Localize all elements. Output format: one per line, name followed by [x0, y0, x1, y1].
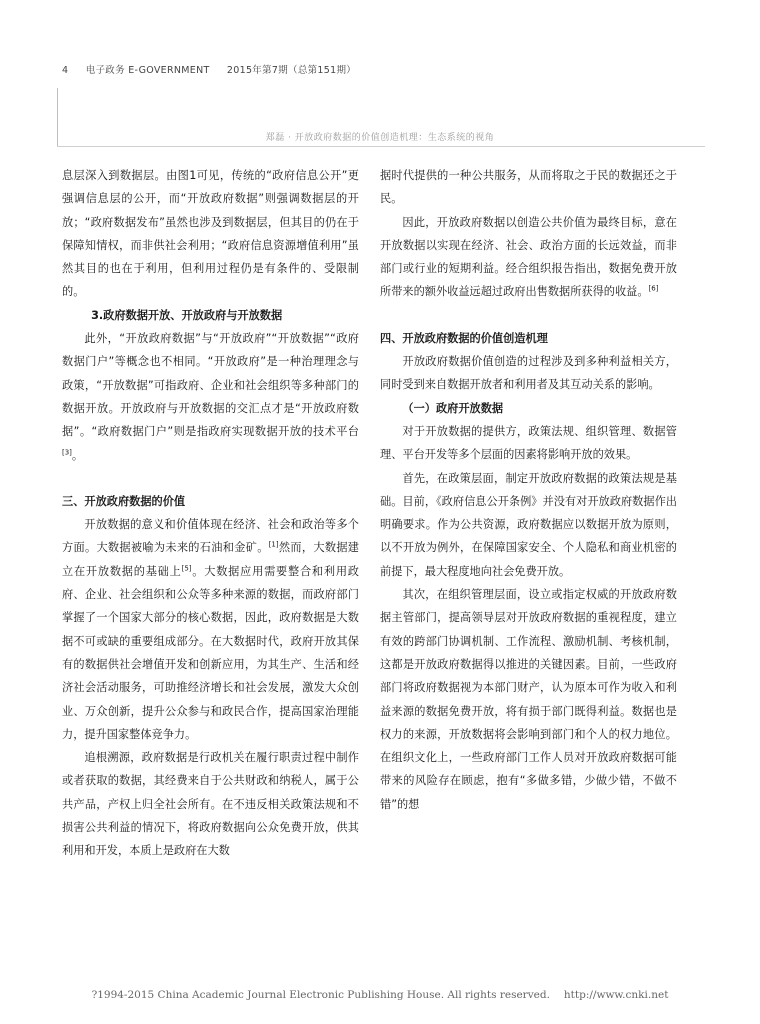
citation-ref: [5]: [181, 564, 192, 573]
section-heading: 三、开放政府数据的价值: [62, 494, 186, 508]
footer-url: http://www.cnki.net: [563, 989, 669, 1001]
issue-info: 2015年第7期（总第151期）: [226, 65, 357, 76]
paragraph: 其次，在组织管理层面，设立或指定权威的开放政府数据主管部门，提高领导层对开放政府数据的重视程度，建立有效的跨部门协调机制、工作流程、激励机制、考核机制，这都是开放政府数据得以推进的关键因素。目前，一些政府部门将政府数据视为本部门财产，认为原本可作为收入和利益来源的数据免费开放，将有损于部门既得利益。数据也是权力的来源，开放数据将会影响到部门和个人的权力地位。在组织文化上，一些政府部门工作人员对开放政府数据可能带来的风险存在顾虑，抱有“多做多错，少做少错，不做不错”的想: [380, 588, 677, 811]
page-number: 4: [62, 65, 69, 76]
paragraph: 此外，“开放政府数据”与“开放政府”“开放数据”“政府数据门户”等概念也不相同。“开放政府”是一种治理理念与政策，“开放数据”可指政府、企业和社会组织等多种部门的数据开放。开放政府与开放数据的交汇点才是“开放政府数据”。“政府数据门户”则是指政府实现数据开放的技术平台[3]。: [62, 332, 359, 462]
left-column: [62, 164, 359, 863]
page-header: [62, 62, 370, 76]
subsection-heading: 3.政府数据开放、开放政府与开放数据: [91, 308, 283, 322]
journal-name: 电子政务 E-GOVERNMENT: [85, 65, 210, 76]
paragraph: 首先，在政策层面，制定开放政府数据的政策法规是基础。目前，《政府信息公开条例》并没有对开放政府数据作出明确要求。作为公共资源，政府数据应以数据开放为原则，以不开放为例外，在保障国家安全、个人隐私和商业机密的前提下，最大程度地向社会免费开放。: [380, 471, 677, 578]
citation-ref: [1]: [268, 540, 279, 549]
citation-ref: [3]: [62, 447, 72, 456]
running-title: 郑磊 · 开放政府数据的价值创造机理：生态系统的视角: [265, 133, 495, 143]
paragraph: 开放政府数据价值创造的过程涉及到多种利益相关方，同时受到来自数据开放者和利用者及其互动关系的影响。: [380, 355, 677, 392]
paragraph: 开放数据的意义和价值体现在经济、社会和政治等多个方面。大数据被喻为未来的石油和金矿。[1]然而，大数据建立在开放数据的基础上[5]。大数据应用需要整合和利用政府、企业、社会组织和公众等多种来源的数据，而政府部门掌握了一个国家大部分的核心数据，因此，政府数据是大数据不可或缺的重要组成部分。在大数据时代，政府开放其保有的数据供社会增值开发和创新应用，为其生产、生活和经济社会活动服务，可助推经济增长和社会发展，激发大众创业、万众创新，提升公众参与和政民合作，提高国家治理能力，提升国家整体竞争力。: [62, 518, 359, 741]
copyright-notice: ?1994-2015 China Academic Journal Electronic Publishing House. All rights reserved.: [91, 989, 550, 1001]
paragraph: 对于开放数据的提供方，政策法规、组织管理、数据管理、平台开发等多个层面的因素将影响开放的效果。: [380, 424, 677, 462]
header-horizontal-rule: [57, 146, 705, 147]
paragraph: 据时代提供的一种公共服务，从而将取之于民的数据还之于民。: [380, 169, 677, 206]
citation-ref: [6]: [648, 284, 659, 293]
subsection-heading: （一）政府开放数据: [402, 401, 504, 415]
page-footer: [0, 989, 760, 1001]
section-heading: 四、开放政府数据的价值创造机理: [380, 331, 548, 345]
paragraph: 追根溯源，政府数据是行政机关在履行职责过程中制作或者获取的数据，其经费来自于公共财政和纳税人，属于公共产品，产权上归全社会所有。在不违反相关政策法规和不损害公共利益的情况下，将政府数据向公众免费开放，供其利用和开发，本质上是政府在大数: [62, 751, 359, 858]
paragraph: 因此，开放政府数据以创造公共价值为最终目标，意在开放数据以实现在经济、社会、政治方面的长远效益，而非部门或行业的短期利益。经合组织报告指出，数据免费开放所带来的额外收益远超过政府出售数据所获得的收益。[6]: [380, 215, 677, 299]
paragraph: 息层深入到数据层。由图1可见，传统的“政府信息公开”更强调信息层的公开，而“开放政府数据”则强调数据层的开放；“政府数据发布”虽然也涉及到数据层，但其目的仍在于保障知情权，而非供社会利用；“政府信息资源增值利用”虽然其目的也在于利用，但利用过程仍是有条件的、受限制的。: [62, 169, 359, 299]
right-column: [380, 164, 677, 816]
